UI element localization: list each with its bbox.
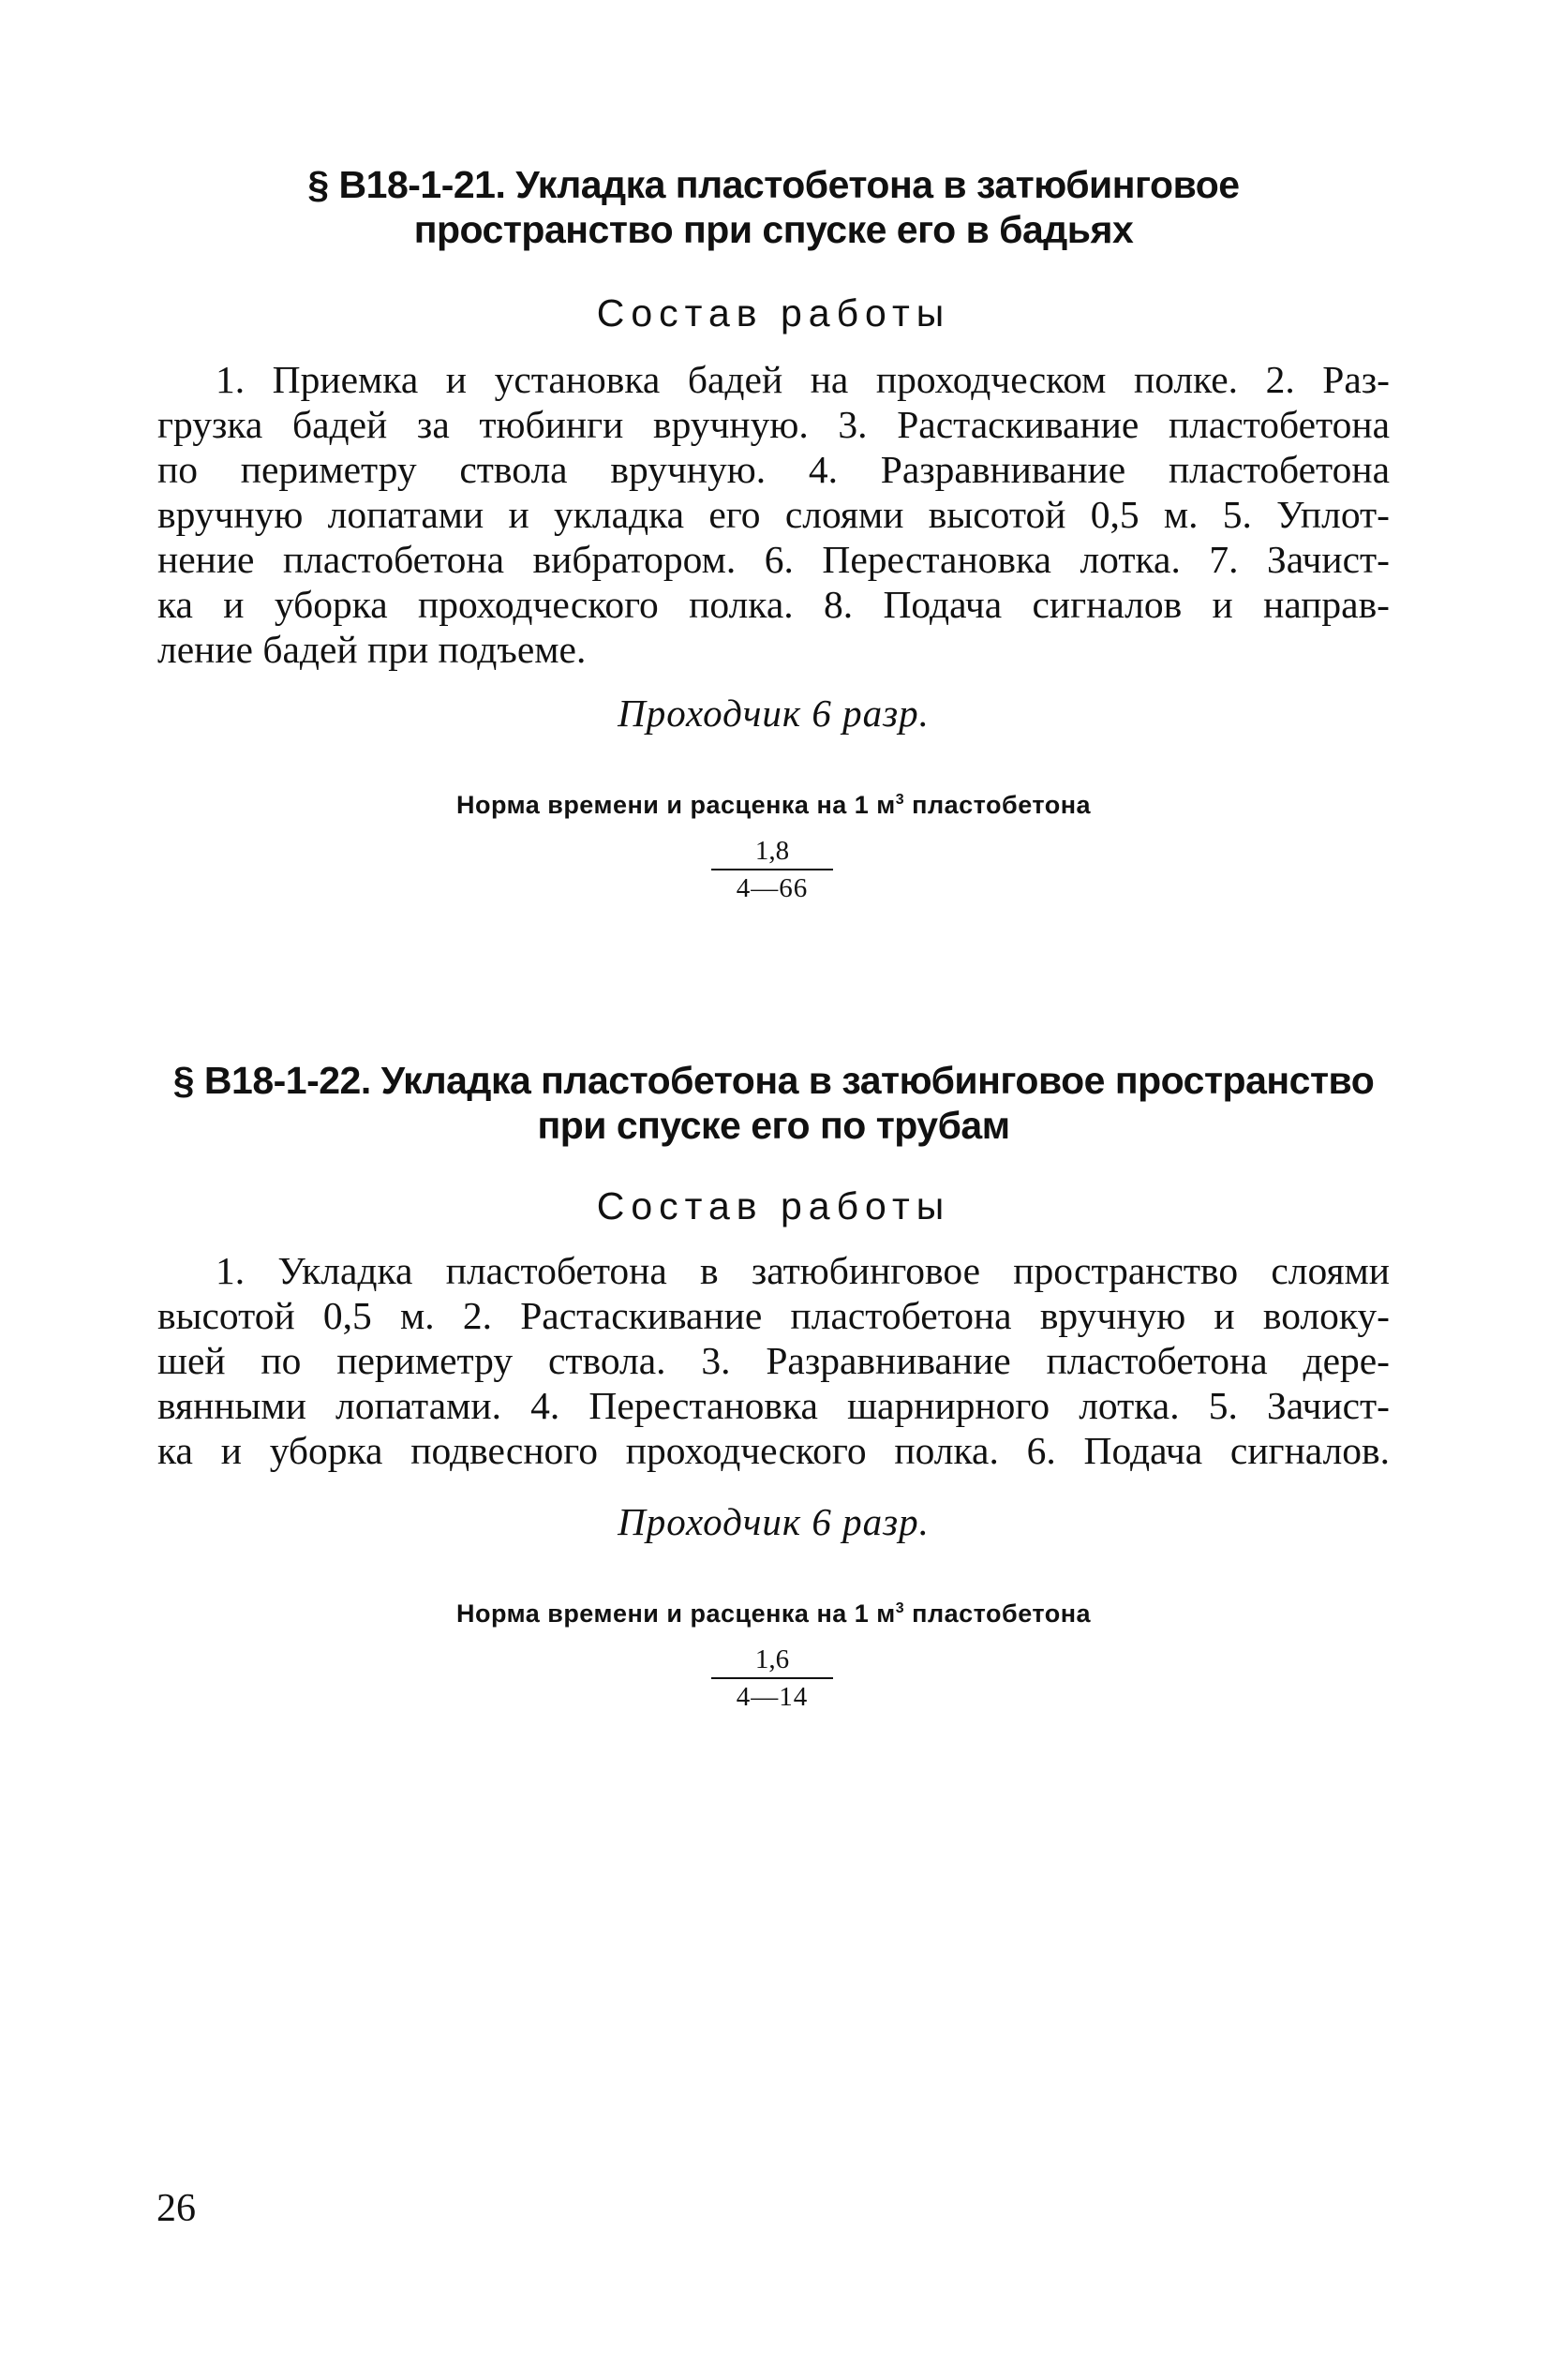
norm-label-sup: 3 xyxy=(895,792,905,808)
body-line: грузка бадей за тюбинги вручную. 3. Растаскивание пластобетона xyxy=(157,403,1390,446)
section-title xyxy=(157,162,1390,252)
norm-time-value: 1,6 xyxy=(711,1644,833,1679)
section-title-line: § В18-1-22. Укладка пластобетона в затюбинговое пространство xyxy=(172,1059,1375,1102)
section-title-line: пространство при спуске его в бадьях xyxy=(413,208,1134,251)
norm-fraction xyxy=(711,835,833,904)
norm-label-sup: 3 xyxy=(895,1600,905,1616)
norm-label-text: Норма времени и расценка на 1 м xyxy=(455,791,896,819)
norm-label-text: пластобетона xyxy=(904,1599,1092,1628)
page-number: 26 xyxy=(156,2187,196,2230)
worker-grade: Проходчик 6 разр. xyxy=(618,1500,930,1543)
norm-rate-value: 4—66 xyxy=(736,873,809,903)
body-line: высотой 0,5 м. 2. Растаскивание пластобетона вручную и волоку- xyxy=(157,1294,1390,1337)
body-line: 1. Укладка пластобетона в затюбинговое пространство слоями xyxy=(216,1249,1390,1292)
norm-label-text: пластобетона xyxy=(904,791,1092,819)
work-composition-text xyxy=(157,357,1390,672)
section-title-line: § В18-1-21. Укладка пластобетона в затюбинговое xyxy=(307,163,1240,206)
work-composition-heading: Состав работы xyxy=(596,291,951,335)
body-line: ка и уборка подвесного проходческого полка. 6. Подача сигналов. xyxy=(157,1429,1390,1472)
norm-label-text: Норма времени и расценка на 1 м xyxy=(455,1599,896,1628)
work-composition-text xyxy=(157,1248,1390,1473)
body-line: вручную лопатами и укладка его слоями высотой 0,5 м. 5. Уплот- xyxy=(157,493,1390,536)
body-line: нение пластобетона вибратором. 6. Перестановка лотка. 7. Зачист- xyxy=(157,538,1390,581)
worker-grade: Проходчик 6 разр. xyxy=(618,692,930,735)
norm-label xyxy=(157,785,1390,820)
section-title-line: при спуске его по трубам xyxy=(537,1104,1010,1147)
body-line: шей по периметру ствола. 3. Разравнивание пластобетона дере- xyxy=(157,1339,1390,1382)
work-composition-heading: Состав работы xyxy=(596,1184,951,1227)
body-line: ление бадей при подъеме. xyxy=(157,628,587,671)
norm-label xyxy=(157,1594,1390,1629)
norm-rate-value: 4—14 xyxy=(736,1682,809,1712)
body-line: 1. Приемка и установка бадей на проходческом полке. 2. Раз- xyxy=(216,358,1390,401)
body-line: по периметру ствола вручную. 4. Разравнивание пластобетона xyxy=(157,448,1390,491)
body-line: ка и уборка проходческого полка. 8. Подача сигналов и направ- xyxy=(157,583,1390,626)
section-title xyxy=(157,1058,1390,1148)
norm-fraction xyxy=(711,1644,833,1713)
norm-time-value: 1,8 xyxy=(711,835,833,870)
body-line: вянными лопатами. 4. Перестановка шарнирного лотка. 5. Зачист- xyxy=(157,1384,1390,1427)
